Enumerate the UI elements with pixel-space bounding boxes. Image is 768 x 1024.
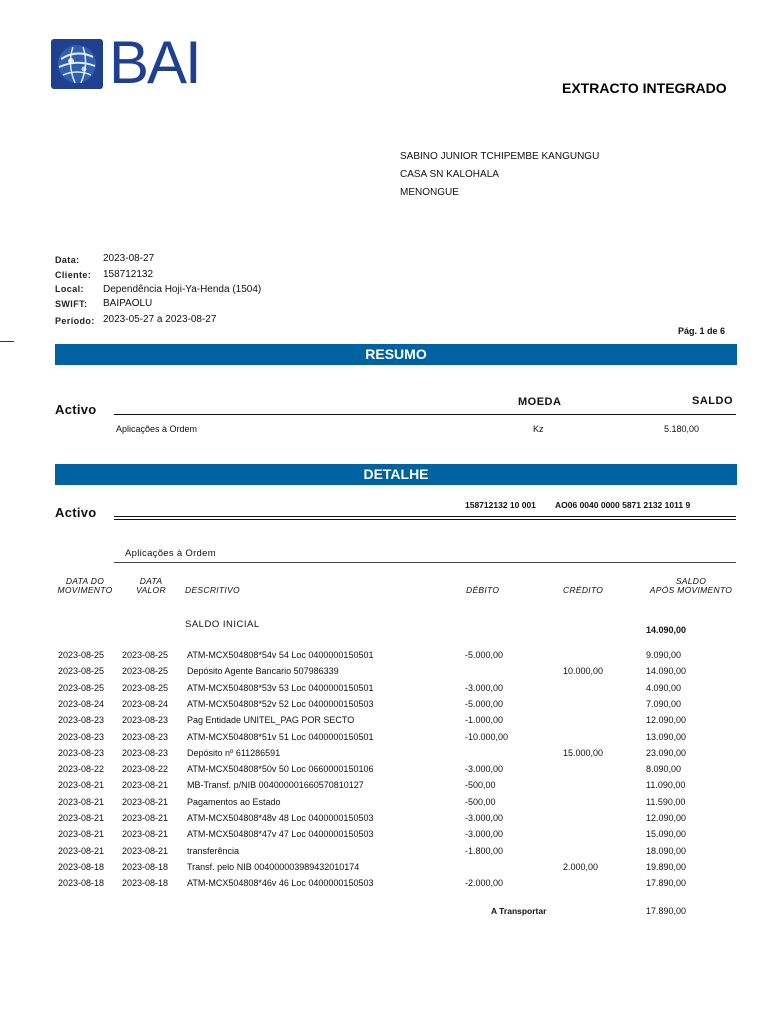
row-saldo: 23.090,00 — [646, 747, 687, 758]
row-data-movimento: 2023-08-25 — [58, 650, 105, 660]
row-data-movimento: 2023-08-23 — [58, 731, 105, 742]
resumo-band: RESUMO — [55, 344, 737, 365]
col-data-valor — [128, 577, 174, 595]
row-saldo: 4.090,00 — [646, 682, 682, 693]
row-saldo: 11.590,00 — [646, 796, 686, 807]
account-number: 158712132 10 001 — [465, 500, 536, 510]
col-credito: CRÉDITO — [563, 585, 604, 595]
subsection-rule — [114, 562, 736, 563]
col-data-valor-line1: DATA — [139, 576, 163, 586]
row-data-movimento: 2023-08-21 — [58, 845, 105, 856]
row-descritivo: Pagamentos ao Estado — [187, 796, 281, 807]
col-data-movimento-line1: DATA DO — [65, 576, 105, 586]
row-descritivo: transferência — [187, 845, 240, 856]
date-value: 2023-08-27 — [103, 253, 155, 264]
row-descritivo: ATM-MCX504808*46v 46 Loc 0400000150503 — [187, 878, 374, 889]
row-data-valor: 2023-08-18 — [122, 861, 169, 872]
period-label: Período: — [55, 316, 95, 326]
transport-label: A Transportar — [491, 906, 547, 916]
globe-icon — [51, 39, 103, 89]
row-debito: -1.800,00 — [465, 845, 504, 856]
row-data-valor: 2023-08-21 — [122, 796, 169, 807]
bai-logo — [51, 29, 211, 96]
iban: AO06 0040 0000 5871 2132 1011 9 — [555, 500, 691, 510]
row-saldo: 15.090,00 — [646, 829, 687, 840]
row-data-movimento: 2023-08-23 — [58, 747, 105, 758]
row-data-valor: 2023-08-24 — [122, 698, 169, 709]
row-descritivo: MB-Transf. p/NIB 004000001660570810127 — [187, 780, 364, 791]
row-saldo: 7.090,00 — [646, 698, 682, 709]
row-data-movimento: 2023-08-21 — [58, 796, 105, 807]
margin-tick — [0, 341, 14, 342]
detalhe-section-label: Activo — [55, 505, 97, 520]
row-descritivo: Depósito nº 611286591 — [187, 747, 281, 758]
row-data-movimento: 2023-08-22 — [58, 764, 105, 775]
row-data-valor: 2023-08-21 — [122, 813, 169, 823]
moeda-header: MOEDA — [518, 396, 562, 408]
saldo-header: SALDO — [692, 395, 733, 407]
local-value: Dependência Hoji-Ya-Henda (1504) — [103, 284, 262, 295]
row-descritivo: ATM-MCX504808*48v 48 Loc 0400000150503 — [187, 813, 374, 823]
client-address-line: CASA SN KALOHALA — [400, 169, 499, 180]
row-data-valor: 2023-08-25 — [122, 650, 169, 660]
row-data-movimento: 2023-08-21 — [58, 829, 105, 840]
saldo-inicial-label: SALDO INICIAL — [185, 619, 260, 630]
row-data-movimento: 2023-08-25 — [58, 666, 105, 677]
period-value: 2023-05-27 a 2023-08-27 — [103, 314, 217, 325]
row-debito: -10.000,00 — [465, 731, 509, 742]
logo-wordmark: BAI — [109, 29, 200, 96]
row-saldo: 19.890,00 — [646, 861, 687, 872]
row-data-valor: 2023-08-23 — [122, 747, 169, 758]
row-saldo: 12.090,00 — [646, 813, 687, 823]
saldo-inicial-value: 14.090,00 — [646, 625, 687, 635]
row-data-valor: 2023-08-23 — [122, 731, 169, 742]
row-data-movimento: 2023-08-21 — [58, 780, 105, 791]
row-descritivo: ATM-MCX504808*52v 52 Loc 0400000150503 — [187, 698, 374, 709]
row-data-valor: 2023-08-21 — [122, 829, 169, 840]
col-saldo-line2: APÓS MOVIMENTO — [649, 585, 733, 595]
row-debito: -2.000,00 — [465, 878, 504, 889]
row-descritivo: ATM-MCX504808*54v 54 Loc 0400000150501 — [187, 650, 374, 660]
row-data-valor: 2023-08-18 — [122, 878, 169, 889]
row-debito: -3.000,00 — [465, 829, 504, 840]
swift-label: SWIFT: — [55, 299, 88, 309]
row-saldo: 12.090,00 — [646, 715, 687, 726]
row-data-valor: 2023-08-21 — [122, 845, 169, 856]
detalhe-rule-bottom — [114, 519, 736, 520]
row-data-valor: 2023-08-22 — [122, 764, 169, 775]
document-title: EXTRACTO INTEGRADO — [562, 80, 727, 96]
row-credito: 15.000,00 — [563, 747, 604, 758]
resumo-rule — [114, 414, 736, 415]
detalhe-rule-top — [114, 516, 736, 517]
swift-value: BAIPAOLU — [103, 298, 153, 309]
row-credito: 2.000,00 — [563, 861, 599, 872]
row-data-valor: 2023-08-25 — [122, 682, 169, 693]
row-debito: -5.000,00 — [465, 698, 504, 709]
row-data-movimento: 2023-08-21 — [58, 813, 105, 823]
row-debito: -3.000,00 — [465, 813, 504, 823]
resumo-row-saldo: 5.180,00 — [664, 424, 700, 434]
resumo-section-label: Activo — [55, 402, 97, 417]
row-debito: -1.000,00 — [465, 715, 504, 726]
col-saldo-apos — [645, 577, 737, 595]
row-descritivo: Depósito Agente Bancario 507986339 — [187, 666, 339, 677]
row-descritivo: Pag Entidade UNITEL_PAG POR SECTO — [187, 715, 355, 726]
row-descritivo: ATM-MCX504808*51v 51 Loc 0400000150501 — [187, 731, 374, 742]
row-saldo: 11.090,00 — [646, 780, 686, 791]
row-debito: -5.000,00 — [465, 650, 504, 660]
row-data-movimento: 2023-08-23 — [58, 715, 105, 726]
row-saldo: 18.090,00 — [646, 845, 687, 856]
client-city: MENONGUE — [400, 187, 459, 198]
row-data-movimento: 2023-08-24 — [58, 698, 105, 709]
row-saldo: 9.090,00 — [646, 650, 682, 660]
row-debito: -500,00 — [465, 780, 496, 791]
local-label: Local: — [55, 284, 84, 294]
client-name: SABINO JUNIOR TCHIPEMBE KANGUNGU — [400, 151, 600, 162]
row-debito: -3.000,00 — [465, 682, 504, 693]
row-data-movimento: 2023-08-18 — [58, 861, 105, 872]
row-debito: -3.000,00 — [465, 764, 504, 775]
col-data-valor-line2: VALOR — [136, 585, 166, 595]
date-label: Data: — [55, 255, 80, 265]
row-descritivo: ATM-MCX504808*53v 53 Loc 0400000150501 — [187, 682, 374, 693]
row-saldo: 8.090,00 — [646, 764, 682, 775]
transport-value: 17.890,00 — [646, 906, 687, 916]
row-data-movimento: 2023-08-18 — [58, 878, 105, 889]
row-data-valor: 2023-08-25 — [122, 666, 169, 677]
col-descritivo: DESCRITIVO — [185, 585, 240, 595]
detalhe-band: DETALHE — [55, 464, 737, 485]
col-data-movimento — [55, 577, 115, 595]
row-debito: -500,00 — [465, 796, 496, 807]
resumo-row-descr: Aplicações à Ordem — [116, 424, 198, 434]
row-data-movimento: 2023-08-25 — [58, 682, 105, 693]
resumo-row-moeda: Kz — [533, 424, 544, 434]
row-data-valor: 2023-08-23 — [122, 715, 169, 726]
col-debito: DÉBITO — [466, 585, 500, 595]
row-descritivo: Transf. pelo NIB 004000003989432010174 — [187, 861, 360, 872]
subsection-label: Aplicações à Ordem — [125, 548, 216, 559]
row-saldo: 17.890,00 — [646, 878, 687, 889]
client-value: 158712132 — [103, 269, 154, 280]
page-number: Pág. 1 de 6 — [678, 326, 726, 336]
row-descritivo: ATM-MCX504808*50v 50 Loc 0660000150106 — [187, 764, 374, 775]
row-saldo: 13.090,00 — [646, 731, 687, 742]
row-descritivo: ATM-MCX504808*47v 47 Loc 0400000150503 — [187, 829, 374, 840]
row-credito: 10.000,00 — [563, 666, 604, 677]
client-label: Cliente: — [55, 270, 92, 280]
col-data-movimento-line2: MOVIMENTO — [57, 585, 113, 595]
row-saldo: 14.090,00 — [646, 666, 687, 677]
row-data-valor: 2023-08-21 — [122, 780, 169, 791]
col-saldo-line1: SALDO — [675, 576, 707, 586]
